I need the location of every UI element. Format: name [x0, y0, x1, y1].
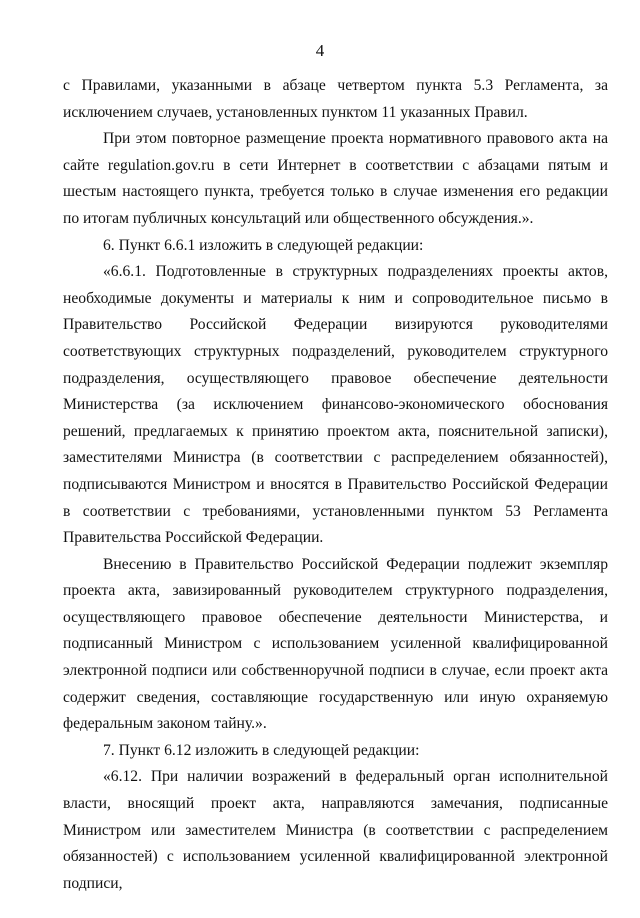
paragraph-1: с Правилами, указанными в абзаце четвертом пункта 5.3 Регламента, за исключением случаев, установленных пунктом 11 указанных Правил. [63, 77, 608, 121]
paragraph-5: Внесению в Правительство Российской Федерации подлежит экземпляр проекта акта, завизированный руководителем структурного подразделения, осуществляющего правовое обеспечение деятельности Министерства, и подписанный Министром с использованием усиленной квалифицированной электронной подписи или собственноручной подписи в случае, если проект акта содержит сведения, составляющие государственную или иную охраняемую федеральным законом тайну.». [63, 555, 608, 733]
paragraph-2: При этом повторное размещение проекта нормативного правового акта на сайте regulation.gov.ru в сети Интернет в соответствии с абзацами пятым и шестым настоящего пункта, требуется только в случае изменения его редакции по итогам публичных консультаций или общественного обсуждения.». [63, 130, 608, 227]
paragraph-6: 7. Пункт 6.12 изложить в следующей редакции: [103, 741, 420, 759]
paragraph-7: «6.12. При наличии возражений в федеральный орган исполнительной власти, вносящий проект акта, направляются замечания, подписанные Министром или заместителем Министра (в соответствии с распределением обязанностей) с использованием усиленной квалифицированной электронной подписи, [63, 768, 608, 892]
document-body [63, 73, 608, 897]
page-number: 4 [315, 41, 325, 60]
paragraph-3: 6. Пункт 6.6.1 изложить в следующей редакции: [103, 236, 424, 254]
paragraph-4: «6.6.1. Подготовленные в структурных подразделениях проекты актов, необходимые документы и материалы к ним и сопроводительное письмо в Правительство Российской Федерации визируются руководителями соответствующих структурных подразделений, руководителем структурного подразделения, осуществляющего правовое обеспечение деятельности Министерства (за исключением финансово-экономического обоснования решений, предлагаемых к принятию проектом акта, пояснительной записки), заместителями Министра (в соответствии с распределением обязанностей), подписываются Министром и вносятся в Правительство Российской Федерации в соответствии с требованиями, установленными пунктом 53 Регламента Правительства Российской Федерации. [63, 263, 608, 547]
